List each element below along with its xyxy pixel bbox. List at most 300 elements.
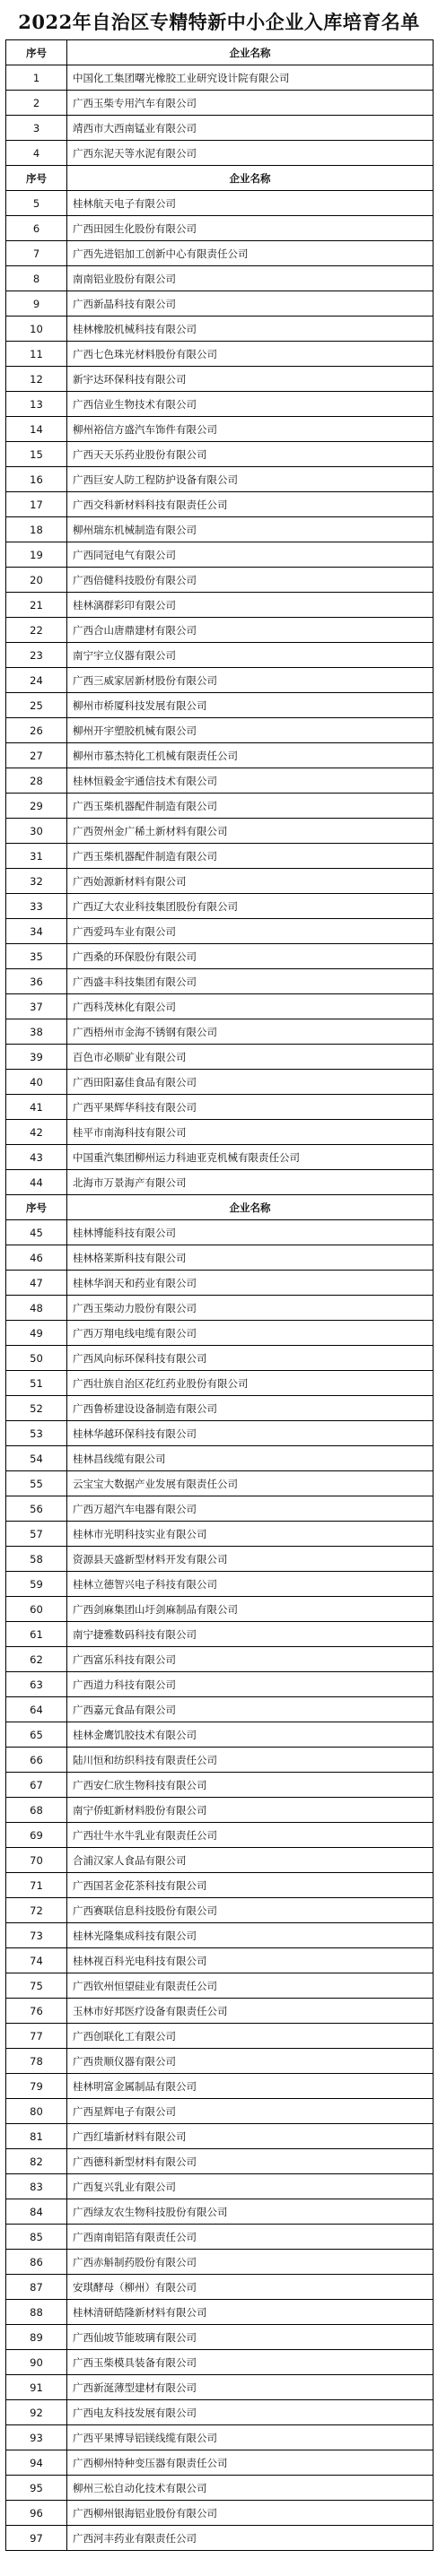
company-name-cell: 广西赛联信息科技股份有限公司 [67,1898,434,1923]
company-name-cell: 广西先进铝加工创新中心有限责任公司 [67,241,434,266]
company-name-cell: 广西七色珠光材料股份有限公司 [67,342,434,367]
table-row [6,894,434,919]
row-number-cell: 69 [6,1823,67,1848]
row-number-cell: 76 [6,1999,67,2024]
company-name-cell: 广西玉柴模具装备有限公司 [67,2350,434,2375]
table-row [6,568,434,593]
company-name-cell: 南宁捷雅数码科技有限公司 [67,1622,434,1647]
row-number-cell: 16 [6,467,67,492]
table-row [6,492,434,517]
row-number-cell: 24 [6,668,67,693]
company-name-cell: 广西剑麻集团山圩剑麻制品有限公司 [67,1597,434,1622]
company-name-cell: 广西万超汽车电器有限公司 [67,1496,434,1522]
row-number-cell: 59 [6,1572,67,1597]
company-name-cell: 桂林光隆集成科技有限公司 [67,1923,434,1948]
table-row [6,718,434,743]
company-name-cell: 合浦汉家人食品有限公司 [67,1848,434,1873]
company-name-cell: 广西万翔电线电缆有限公司 [67,1321,434,1346]
table-row [6,2350,434,2375]
table-row [6,2174,434,2199]
table-row [6,1170,434,1195]
table-row [6,392,434,417]
table-row [6,1421,434,1446]
row-number-cell: 54 [6,1446,67,1471]
header-cell-name: 企业名称 [67,40,434,65]
company-name-cell: 广西创联化工有限公司 [67,2024,434,2049]
company-name-cell: 靖西市大西南锰业有限公司 [67,116,434,141]
company-name-cell: 柳州三松自动化技术有限公司 [67,2476,434,2501]
company-name-cell: 广西玉柴机器配件制造有限公司 [67,794,434,819]
table-row [6,1371,434,1396]
row-number-cell: 65 [6,1722,67,1748]
company-name-cell: 广西玉柴专用汽车有限公司 [67,91,434,116]
row-number-cell: 13 [6,392,67,417]
row-number-cell: 85 [6,2225,67,2250]
table-row [6,1697,434,1722]
row-number-cell: 57 [6,1522,67,1547]
table-row [6,2225,434,2250]
table-row [6,819,434,844]
table-row [6,618,434,643]
company-name-cell: 南宁宇立仪器有限公司 [67,643,434,668]
company-name-cell: 桂林华越环保科技有限公司 [67,1421,434,1446]
company-name-cell: 中国重汽集团柳州运力科迪亚克机械有限责任公司 [67,1145,434,1170]
row-number-cell: 7 [6,241,67,266]
company-name-cell: 广西仙坡节能玻璃有限公司 [67,2325,434,2350]
row-number-cell: 33 [6,894,67,919]
header-cell-name: 企业名称 [67,1195,434,1220]
table-row [6,1471,434,1496]
table-row [6,367,434,392]
table-row [6,1396,434,1421]
company-name-cell: 广西盛丰科技集团有限公司 [67,969,434,994]
company-name-cell: 广西玉柴动力股份有限公司 [67,1296,434,1321]
table-row [6,241,434,266]
table-row [6,643,434,668]
row-number-cell: 40 [6,1070,67,1095]
table-row [6,2325,434,2350]
company-name-cell: 柳州开宇塑胶机械有限公司 [67,718,434,743]
row-number-cell: 48 [6,1296,67,1321]
company-name-cell: 广西合山唐鼎建材有限公司 [67,618,434,643]
table-row [6,2425,434,2450]
header-cell-name: 企业名称 [67,166,434,191]
row-number-cell: 66 [6,1748,67,1773]
company-name-cell: 广西倍健科技股份有限公司 [67,568,434,593]
table-row [6,1095,434,1120]
table-row [6,1798,434,1823]
row-number-cell: 41 [6,1095,67,1120]
page-title: 2022年自治区专精特新中小企业入库培育名单 [18,11,420,33]
row-number-cell: 27 [6,743,67,768]
row-number-cell: 93 [6,2425,67,2450]
table-row [6,2074,434,2099]
table-row [6,1572,434,1597]
company-name-cell: 桂林视百科光电科技有限公司 [67,1948,434,1973]
row-number-cell: 2 [6,91,67,116]
table-row [6,1271,434,1296]
table-row [6,542,434,568]
row-number-cell: 74 [6,1948,67,1973]
table-row [6,768,434,794]
row-number-cell: 87 [6,2275,67,2300]
row-number-cell: 64 [6,1697,67,1722]
company-name-cell: 桂林清研皓隆新材料有限公司 [67,2300,434,2325]
table-row [6,2149,434,2174]
table-row [6,1220,434,1245]
company-name-cell: 广西田园生化股份有限公司 [67,216,434,241]
table-row [6,1120,434,1145]
company-name-cell: 安琪酵母（柳州）有限公司 [67,2275,434,2300]
row-number-cell: 44 [6,1170,67,1195]
company-name-cell: 桂林航天电子有限公司 [67,191,434,216]
row-number-cell: 19 [6,542,67,568]
row-number-cell: 22 [6,618,67,643]
table-row [6,969,434,994]
company-name-cell: 桂林金鹰饥胶技术有限公司 [67,1722,434,1748]
row-number-cell: 94 [6,2450,67,2476]
row-number-cell: 60 [6,1597,67,1622]
table-row [6,1145,434,1170]
company-name-cell: 柳州瑞东机械制造有限公司 [67,517,434,542]
table-row [6,342,434,367]
company-name-cell: 广西复兴乳业有限公司 [67,2174,434,2199]
table-row [6,1019,434,1045]
company-name-cell: 南南铝业股份有限公司 [67,266,434,291]
table-row [6,1748,434,1773]
company-name-cell: 广西梧州市金海不锈钢有限公司 [67,1019,434,1045]
company-name-cell: 广西壮牛水牛乳业有限责任公司 [67,1823,434,1848]
row-number-cell: 75 [6,1973,67,1999]
row-number-cell: 32 [6,869,67,894]
row-number-cell: 52 [6,1396,67,1421]
table-row [6,2526,434,2551]
row-number-cell: 97 [6,2526,67,2551]
company-name-cell: 广西德科新型材料有限公司 [67,2149,434,2174]
company-name-cell: 广西赤斛制药股份有限公司 [67,2250,434,2275]
row-number-cell: 78 [6,2049,67,2074]
company-name-cell: 广西嘉元食品有限公司 [67,1697,434,1722]
table-row [6,593,434,618]
company-name-cell: 广西始源新材料有限公司 [67,869,434,894]
table-row [6,1722,434,1748]
company-name-cell: 广西平果辉华科技有限公司 [67,1095,434,1120]
row-number-cell: 29 [6,794,67,819]
table-row [6,1597,434,1622]
company-name-cell: 广西国茗金花茶科技有限公司 [67,1873,434,1898]
row-number-cell: 70 [6,1848,67,1873]
table-row [6,91,434,116]
company-name-cell: 广西河丰药业有限责任公司 [67,2526,434,2551]
company-name-cell: 资源县天盛新型材料开发有限公司 [67,1547,434,1572]
row-number-cell: 14 [6,417,67,442]
company-name-cell: 广西平果博导铝镁线缆有限公司 [67,2425,434,2450]
company-name-cell: 广西辽大农业科技集团股份有限公司 [67,894,434,919]
company-name-cell: 广西信业生物技术有限公司 [67,392,434,417]
company-name-cell: 广西柳州银海铝业股份有限公司 [67,2501,434,2526]
table-row [6,668,434,693]
table-row [6,116,434,141]
row-number-cell: 39 [6,1045,67,1070]
row-number-cell: 30 [6,819,67,844]
company-name-cell: 广西东泥天等水泥有限公司 [67,141,434,166]
row-number-cell: 55 [6,1471,67,1496]
row-number-cell: 91 [6,2375,67,2400]
table-row [6,2375,434,2400]
row-number-cell: 20 [6,568,67,593]
table-row [6,2501,434,2526]
company-name-cell: 广西田阳嘉佳食品有限公司 [67,1070,434,1095]
row-number-cell: 63 [6,1672,67,1697]
table-row [6,1898,434,1923]
table-row [6,1873,434,1898]
table-row [6,65,434,91]
row-number-cell: 3 [6,116,67,141]
row-number-cell: 35 [6,944,67,969]
company-name-cell: 广西安仁欣生物科技有限公司 [67,1773,434,1798]
row-number-cell: 89 [6,2325,67,2350]
company-name-cell: 广西柳州特种变压器有限责任公司 [67,2450,434,2476]
row-number-cell: 10 [6,317,67,342]
row-number-cell: 36 [6,969,67,994]
company-name-cell: 桂林明富金属制品有限公司 [67,2074,434,2099]
row-number-cell: 17 [6,492,67,517]
row-number-cell: 25 [6,693,67,718]
row-number-cell: 71 [6,1873,67,1898]
row-number-cell: 79 [6,2074,67,2099]
row-number-cell: 15 [6,442,67,467]
company-name-cell: 广西桑的环保股份有限公司 [67,944,434,969]
row-number-cell: 18 [6,517,67,542]
row-number-cell: 61 [6,1622,67,1647]
row-number-cell: 31 [6,844,67,869]
table-row [6,2124,434,2149]
table-row [6,794,434,819]
row-number-cell: 37 [6,994,67,1019]
company-name-cell: 桂林格莱斯科技有限公司 [67,1245,434,1271]
table-row [6,1923,434,1948]
table-row [6,2450,434,2476]
table-row [6,2250,434,2275]
company-name-cell: 广西天天乐药业股份有限公司 [67,442,434,467]
company-name-cell: 广西钦州恒望硅业有限责任公司 [67,1973,434,1999]
company-name-cell: 广西绿友农生物科技股份有限公司 [67,2199,434,2225]
table-row [6,2275,434,2300]
company-name-cell: 广西同冠电气有限公司 [67,542,434,568]
table-row [6,1446,434,1471]
table-row [6,994,434,1019]
row-number-cell: 90 [6,2350,67,2375]
row-number-cell: 96 [6,2501,67,2526]
company-name-cell: 广西壮族自治区花红药业股份有限公司 [67,1371,434,1396]
header-cell-no: 序号 [6,1195,67,1220]
table-row [6,1296,434,1321]
row-number-cell: 50 [6,1346,67,1371]
company-name-cell: 玉林市好邦医疗设备有限责任公司 [67,1999,434,2024]
row-number-cell: 83 [6,2174,67,2199]
table-row [6,1823,434,1848]
company-name-cell: 广西巨安人防工程防护设备有限公司 [67,467,434,492]
row-number-cell: 46 [6,1245,67,1271]
company-name-cell: 广西风向标环保科技有限公司 [67,1346,434,1371]
row-number-cell: 49 [6,1321,67,1346]
company-name-cell: 广西爱玛车业有限公司 [67,919,434,944]
company-name-cell: 广西新涎薄型建材有限公司 [67,2375,434,2400]
header-cell-no: 序号 [6,40,67,65]
row-number-cell: 23 [6,643,67,668]
table-row [6,944,434,969]
company-name-cell: 广西交科新材料科技有限责任公司 [67,492,434,517]
row-number-cell: 1 [6,65,67,91]
row-number-cell: 4 [6,141,67,166]
company-name-cell: 广西道力科技有限公司 [67,1672,434,1697]
company-name-cell: 广西南南铝箔有限责任公司 [67,2225,434,2250]
company-name-cell: 柳州市慕杰特化工机械有限责任公司 [67,743,434,768]
table-row [6,1346,434,1371]
table-row [6,2024,434,2049]
row-number-cell: 11 [6,342,67,367]
row-number-cell: 28 [6,768,67,794]
table-row [6,1522,434,1547]
table-row [6,291,434,317]
row-number-cell: 53 [6,1421,67,1446]
table-row [6,517,434,542]
table-row [6,1672,434,1697]
table-row [6,1773,434,1798]
table-row [6,743,434,768]
company-name-cell: 桂林立德智兴电子科技有限公司 [67,1572,434,1597]
table-row [6,2199,434,2225]
company-name-cell: 广西新晶科技有限公司 [67,291,434,317]
table-body [6,65,434,2551]
row-number-cell: 81 [6,2124,67,2149]
table-repeat-header-row [6,166,434,191]
table-row [6,2300,434,2325]
company-name-cell: 桂林博能科技有限公司 [67,1220,434,1245]
company-name-cell: 桂平市南海科技有限公司 [67,1120,434,1145]
row-number-cell: 5 [6,191,67,216]
company-name-cell: 广西三威家居新材股份有限公司 [67,668,434,693]
table-row [6,266,434,291]
company-name-cell: 百色市必顺矿业有限公司 [67,1045,434,1070]
table-row [6,693,434,718]
row-number-cell: 38 [6,1019,67,1045]
company-name-cell: 北海市万景海产有限公司 [67,1170,434,1195]
table-row [6,869,434,894]
row-number-cell: 67 [6,1773,67,1798]
company-name-cell: 广西富乐科技有限公司 [67,1647,434,1672]
company-name-cell: 南宁侨虹新材料股份有限公司 [67,1798,434,1823]
company-name-cell: 广西红墙新材料有限公司 [67,2124,434,2149]
company-name-cell: 云宝宝大数据产业发展有限责任公司 [67,1471,434,1496]
row-number-cell: 73 [6,1923,67,1948]
table-row [6,1647,434,1672]
table-row [6,1973,434,1999]
table-row [6,191,434,216]
table-row [6,1496,434,1522]
row-number-cell: 12 [6,367,67,392]
row-number-cell: 92 [6,2400,67,2425]
company-name-cell: 广西贺州金广稀土新材料有限公司 [67,819,434,844]
row-number-cell: 6 [6,216,67,241]
row-number-cell: 82 [6,2149,67,2174]
table-row [6,467,434,492]
company-name-cell: 桂林漓群彩印有限公司 [67,593,434,618]
company-name-cell: 广西科茂林化有限公司 [67,994,434,1019]
table-header-row [6,40,434,65]
table-row [6,216,434,241]
row-number-cell: 45 [6,1220,67,1245]
row-number-cell: 8 [6,266,67,291]
row-number-cell: 56 [6,1496,67,1522]
table-row [6,1045,434,1070]
row-number-cell: 86 [6,2250,67,2275]
company-name-cell: 桂林橡胶机械科技有限公司 [67,317,434,342]
company-name-cell: 广西电友科技发展有限公司 [67,2400,434,2425]
company-name-cell: 中国化工集团曙光橡胶工业研究设计院有限公司 [67,65,434,91]
company-name-cell: 广西玉柴机器配件制造有限公司 [67,844,434,869]
row-number-cell: 80 [6,2099,67,2124]
table-row [6,1547,434,1572]
table-row [6,1321,434,1346]
row-number-cell: 72 [6,1898,67,1923]
company-name-cell: 陆川恒和纺织科技有限责任公司 [67,1748,434,1773]
table-row [6,1622,434,1647]
table-row [6,2049,434,2074]
row-number-cell: 62 [6,1647,67,1672]
table-row [6,1070,434,1095]
table-repeat-header-row [6,1195,434,1220]
table-row [6,919,434,944]
table-row [6,1999,434,2024]
row-number-cell: 9 [6,291,67,317]
company-name-cell: 桂林昌线缆有限公司 [67,1446,434,1471]
row-number-cell: 51 [6,1371,67,1396]
company-name-cell: 柳州市桥厦科技发展有限公司 [67,693,434,718]
table-row [6,844,434,869]
table-row [6,1245,434,1271]
table-row [6,442,434,467]
company-name-cell: 桂林华润天和药业有限公司 [67,1271,434,1296]
header-cell-no: 序号 [6,166,67,191]
row-number-cell: 34 [6,919,67,944]
table-row [6,317,434,342]
company-name-cell: 广西鲁桥建设设备制造有限公司 [67,1396,434,1421]
row-number-cell: 58 [6,1547,67,1572]
table-row [6,417,434,442]
row-number-cell: 43 [6,1145,67,1170]
row-number-cell: 21 [6,593,67,618]
row-number-cell: 42 [6,1120,67,1145]
company-name-cell: 广西星辉电子有限公司 [67,2099,434,2124]
row-number-cell: 26 [6,718,67,743]
table-row [6,2099,434,2124]
table-row [6,2400,434,2425]
table-row [6,1948,434,1973]
company-name-cell: 柳州裕信方盛汽车饰件有限公司 [67,417,434,442]
table-row [6,1848,434,1873]
table-row [6,141,434,166]
company-name-cell: 广西贵顺仪器有限公司 [67,2049,434,2074]
company-table [5,39,434,2551]
company-name-cell: 桂林市光明科技实业有限公司 [67,1522,434,1547]
row-number-cell: 77 [6,2024,67,2049]
table-row [6,2476,434,2501]
row-number-cell: 47 [6,1271,67,1296]
company-name-cell: 新宇达环保科技有限公司 [67,367,434,392]
row-number-cell: 88 [6,2300,67,2325]
row-number-cell: 95 [6,2476,67,2501]
